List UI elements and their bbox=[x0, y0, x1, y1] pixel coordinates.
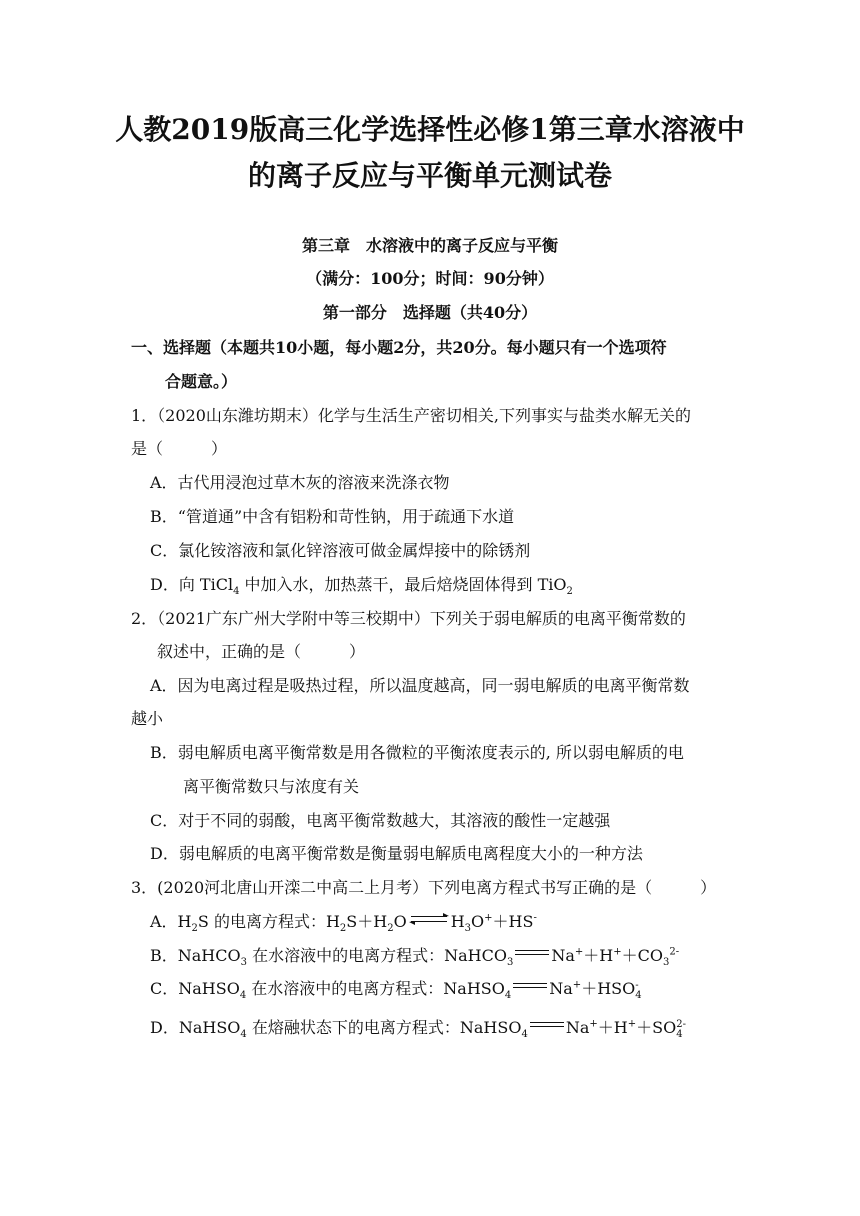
q2-option-d: D．弱电解质的电离平衡常数是衡量弱电解质电离程度大小的一种方法 bbox=[150, 844, 643, 863]
q2-option-a-line2: 越小 bbox=[131, 709, 164, 728]
q2-option-a-line1: A．因为电离过程是吸热过程，所以温度越高，同一弱电解质的电离平衡常数 bbox=[150, 676, 690, 695]
q3-option-a: A．$H_2S$ 的电离方程式：$H_2S+H_2O$ $H_3O^++HS^-$ bbox=[150, 912, 537, 935]
q1-stem-line1: 1．（2020山东潍坊期末）化学与生活生产密切相关,下列事实与盐类水解无关的 bbox=[131, 406, 691, 425]
q2-stem-line2: 叙述中，正确的是（ ） bbox=[157, 642, 366, 661]
q1-option-d: D．向 TiCl$_4$ 中加入水，加热蒸干，最后焙烧固体得到 TiO$_2$ bbox=[150, 575, 573, 598]
section-heading-line2: 合题意。） bbox=[165, 372, 238, 391]
q1-option-c: C．氯化铵溶液和氯化锌溶液可做金属焊接中的除锈剂 bbox=[150, 541, 531, 560]
score-time-note: （满分：100分；时间：90分钟） bbox=[306, 269, 554, 288]
q1-option-b: B．“管道通”中含有铝粉和苛性钠，用于疏通下水道 bbox=[150, 507, 515, 526]
q1-stem-line2: 是（ ） bbox=[131, 439, 228, 458]
equals-sign-icon bbox=[515, 947, 549, 959]
q3-option-b: B．NaHCO$_3$ 在水溶液中的电离方程式：NaHCO$_3$ $Na^++H^++CO_3^{2-}$ bbox=[150, 946, 680, 969]
q2-option-c: C．对于不同的弱酸，电离平衡常数越大，其溶液的酸性一定越强 bbox=[150, 811, 611, 830]
doc-title-line2: 的离子反应与平衡单元测试卷 bbox=[247, 159, 612, 192]
q1-option-a: A．古代用浸泡过草木灰的溶液来洗涤衣物 bbox=[150, 473, 450, 492]
chapter-heading: 第三章 水溶液中的离子反应与平衡 bbox=[301, 236, 558, 255]
q3-option-d: D．NaHSO$_4$ 在熔融状态下的电离方程式：NaHSO$_4$ Na+＋H+＋SO 2- 4 bbox=[150, 1018, 686, 1041]
q2-stem-line1: 2．（2021广东广州大学附中等三校期中）下列关于弱电解质的电离平衡常数的 bbox=[131, 609, 686, 628]
part-heading: 第一部分 选择题（共40分） bbox=[322, 303, 538, 322]
q3-stem: 3．(2020河北唐山开滦二中高二上月考）下列电离方程式书写正确的是（ ） bbox=[131, 878, 717, 897]
reversible-arrow-icon bbox=[409, 913, 449, 925]
q2-option-b-line2: 离平衡常数只与浓度有关 bbox=[183, 777, 360, 796]
equals-sign-icon bbox=[513, 980, 547, 992]
q3-option-c: C．NaHSO$_4$ 在水溶液中的电离方程式：NaHSO$_4$ Na+＋HSO - 4 bbox=[150, 979, 642, 1002]
equals-sign-icon bbox=[530, 1019, 564, 1031]
doc-title-line1: 人教2019版高三化学选择性必修1第三章水溶液中 bbox=[115, 113, 745, 146]
q2-option-b-line1: B．弱电解质电离平衡常数是用各微粒的平衡浓度表示的, 所以弱电解质的电 bbox=[150, 743, 684, 762]
section-heading-line1: 一、选择题（本题共10小题，每小题2分，共20分。每小题只有一个选项符 bbox=[131, 338, 667, 357]
